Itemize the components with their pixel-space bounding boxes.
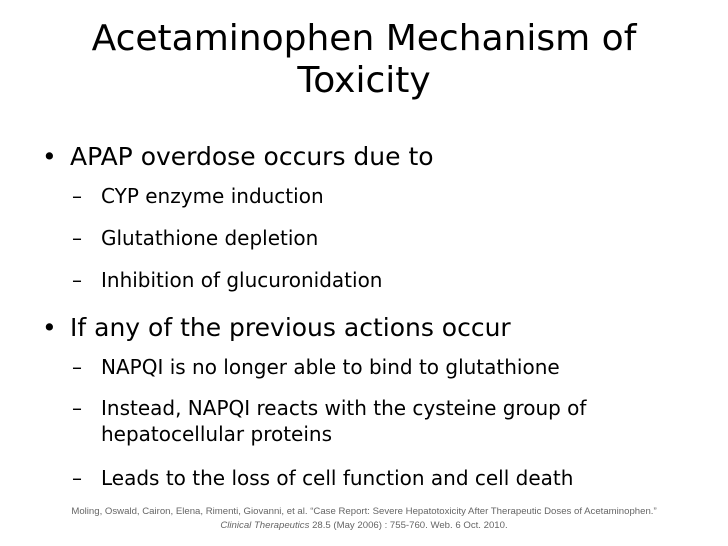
bullet-marker: • [42,142,57,171]
citation-journal: Clinical Therapeutics [220,520,310,531]
sub-bullet-item [72,225,692,251]
sub-bullet-item [72,395,692,447]
sub-bullet-marker: – [72,268,82,292]
sub-bullet-item [72,354,692,380]
bullet-item [42,313,511,343]
sub-bullet-item [72,465,692,491]
sub-bullet-text: CYP enzyme induction [101,184,324,208]
sub-bullet-text: Inhibition of glucuronidation [101,268,383,292]
sub-bullet-marker: – [72,355,82,379]
sub-bullet-item [72,267,692,293]
sub-bullet-text: NAPQI is no longer able to bind to glutathione [101,355,560,379]
bullet-marker: • [42,313,57,342]
sub-bullet-marker: – [72,466,82,490]
slide-title [60,18,668,102]
bullet-item [42,142,434,172]
sub-bullet-text: Glutathione depletion [101,226,319,250]
bullet-text: If any of the previous actions occur [70,313,511,342]
title-line-1: Acetaminophen Mechanism of [91,18,637,59]
citation [0,505,728,533]
sub-bullet-marker: – [72,396,82,420]
sub-bullet-item [72,183,692,209]
citation-line-2 [0,519,728,533]
citation-line-1: Moling, Oswald, Cairon, Elena, Rimenti, Giovanni, et al. “Case Report: Severe Hepatotoxicity After Therapeutic Doses of Acetaminophen.” [71,506,657,517]
sub-bullet-marker: – [72,226,82,250]
sub-bullet-marker: – [72,184,82,208]
bullet-text: APAP overdose occurs due to [70,142,434,171]
sub-bullet-text: Instead, NAPQI reacts with the cysteine group of hepatocellular proteins [101,396,587,446]
citation-details: 28.5 (May 2006) : 755-760. Web. 6 Oct. 2010. [309,520,508,531]
sub-bullet-text: Leads to the loss of cell function and cell death [101,466,574,490]
title-line-2: Toxicity [297,60,431,101]
